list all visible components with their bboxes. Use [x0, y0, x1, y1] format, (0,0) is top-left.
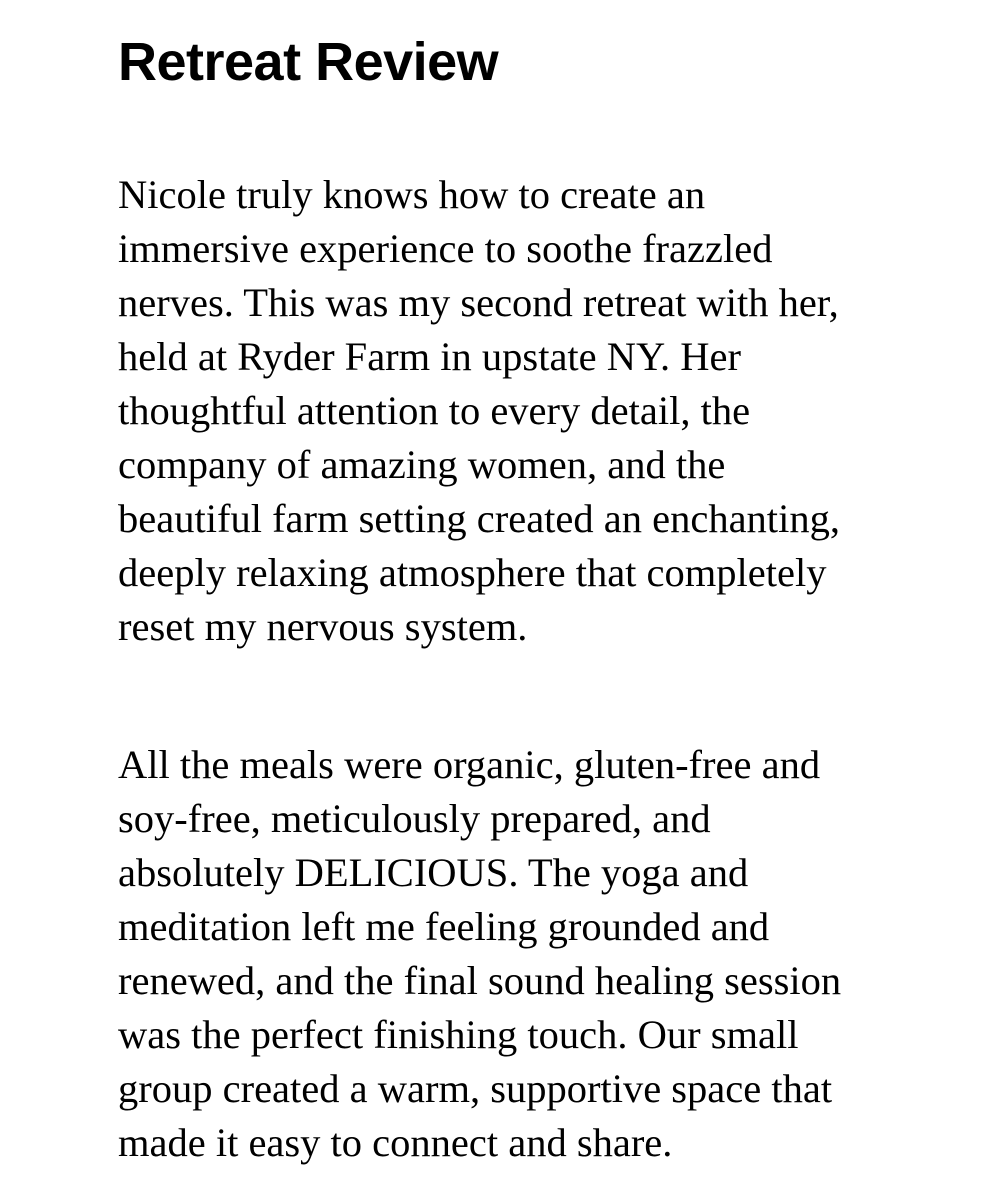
paragraph-line: company of amazing women, and the [118, 442, 726, 487]
paragraph-line: group created a warm, supportive space that [118, 1066, 833, 1111]
paragraph-line: All the meals were organic, gluten-free and [118, 742, 821, 787]
paragraph-line: nerves. This was my second retreat with her, [118, 280, 839, 325]
paragraph-line: Nicole truly knows how to create an [118, 172, 706, 217]
paragraph-line: beautiful farm setting created an enchanting, [118, 496, 840, 541]
paragraph-line: was the perfect finishing touch. Our small [118, 1012, 799, 1057]
paragraph-line: immersive experience to soothe frazzled [118, 226, 773, 271]
paragraph-line: absolutely DELICIOUS. The yoga and [118, 850, 749, 895]
paragraph-line: soy-free, meticulously prepared, and [118, 796, 711, 841]
paragraph-line: thoughtful attention to every detail, the [118, 388, 751, 433]
page-title: Retreat Review [118, 32, 499, 92]
paragraph-line: held at Ryder Farm in upstate NY. Her [118, 334, 742, 379]
paragraph-line: reset my nervous system. [118, 604, 528, 649]
review-paragraph-2 [118, 738, 918, 1170]
paragraph-line: made it easy to connect and share. [118, 1120, 673, 1165]
paragraph-line: renewed, and the final sound healing session [118, 958, 842, 1003]
review-paragraph-1 [118, 168, 918, 654]
paragraph-line: meditation left me feeling grounded and [118, 904, 770, 949]
paragraph-line: deeply relaxing atmosphere that completely [118, 550, 827, 595]
